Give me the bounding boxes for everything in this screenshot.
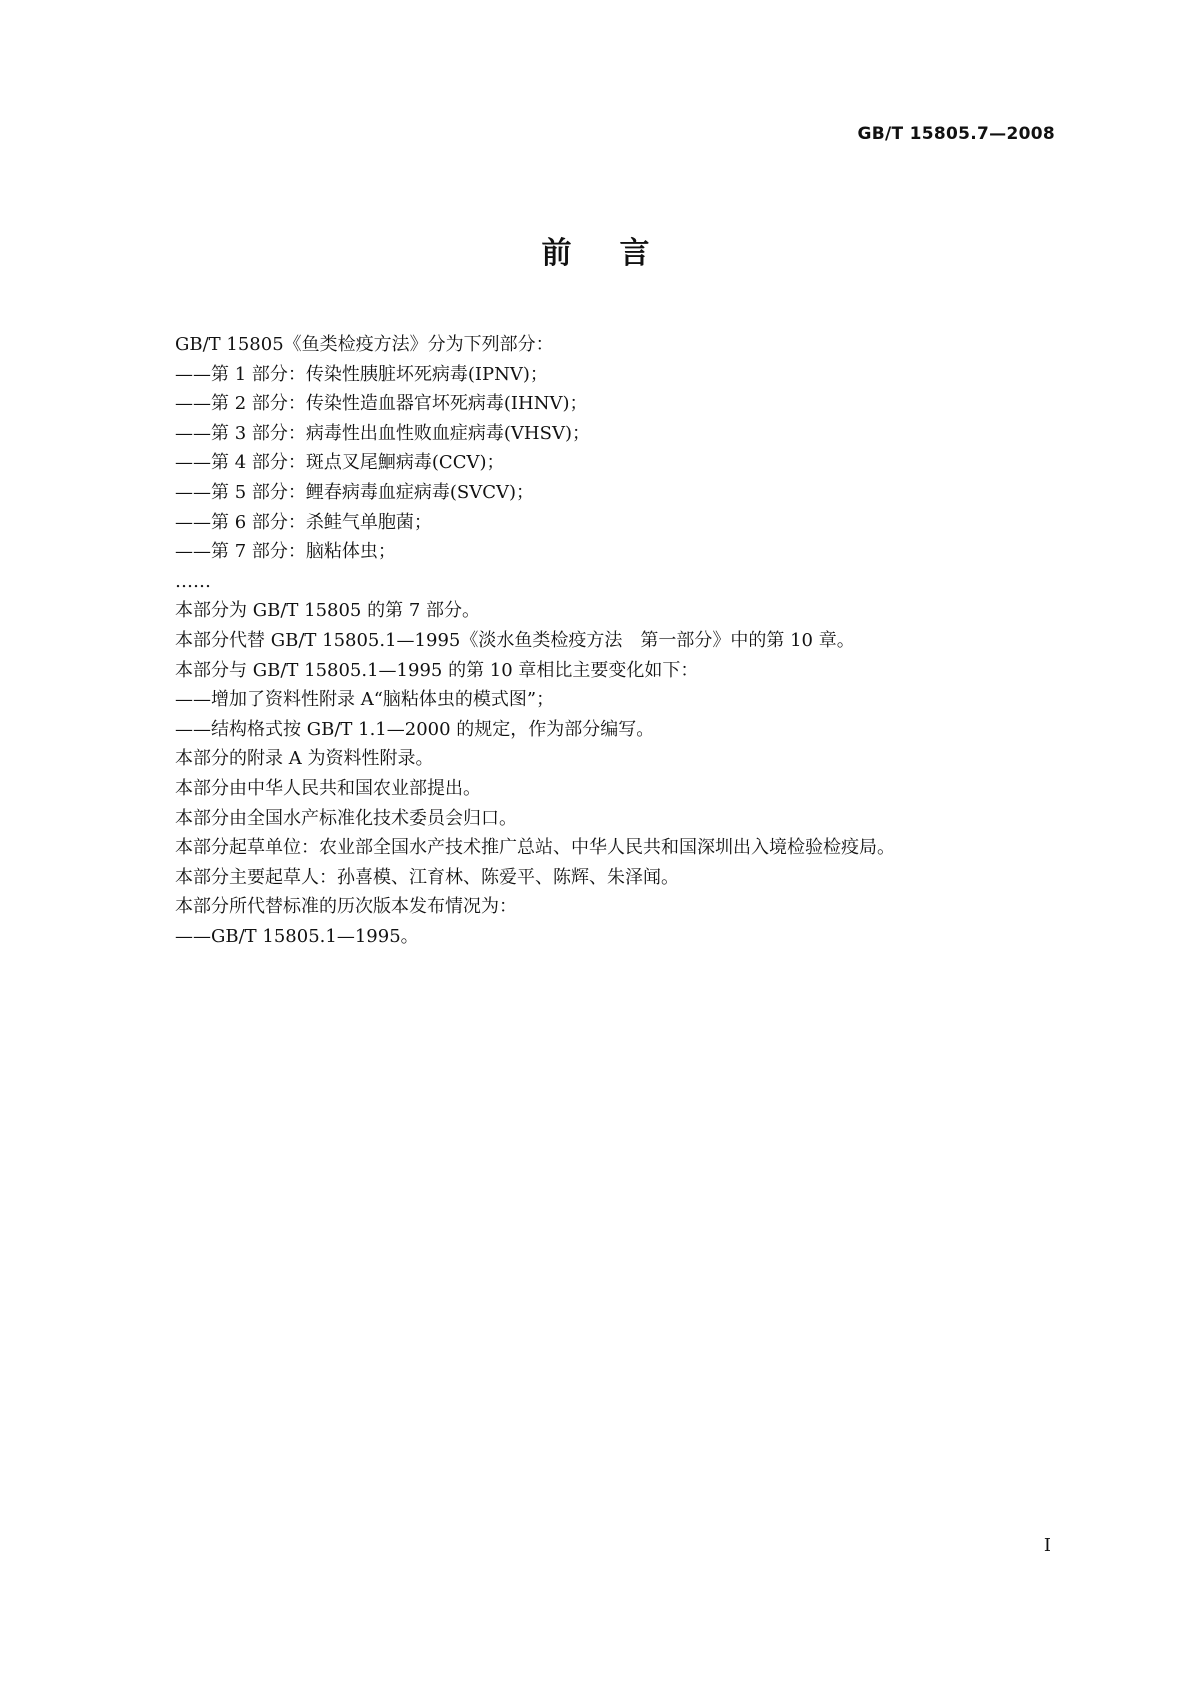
foreword-body xyxy=(175,330,1055,951)
standard-code: GB/T 15805.7—2008 xyxy=(857,124,1055,144)
text-line: ——第 6 部分：杀鲑气单胞菌； xyxy=(175,511,432,533)
text-line: ——增加了资料性附录 A“脑粘体虫的模式图”； xyxy=(175,689,555,711)
text-line: ——第 5 部分：鲤春病毒血症病毒(SVCV)； xyxy=(175,481,535,503)
text-line: ——结构格式按 GB/T 1.1—2000 的规定，作为部分编写。 xyxy=(175,718,655,740)
text-line: GB/T 15805《鱼类检疫方法》分为下列部分： xyxy=(175,334,554,355)
text-line: 本部分所代替标准的历次版本发布情况为： xyxy=(175,896,517,918)
text-line: 本部分代替 GB/T 15805.1—1995《淡水鱼类检疫方法 第一部分》中的第 10 章。 xyxy=(175,629,855,651)
text-line: 本部分起草单位：农业部全国水产技术推广总站、中华人民共和国深圳出入境检验检疫局。 xyxy=(175,837,895,859)
page-number: I xyxy=(1043,1535,1051,1556)
text-line: ——第 2 部分：传染性造血器官坏死病毒(IHNV)； xyxy=(175,393,588,415)
text-line: ——第 3 部分：病毒性出血性败血症病毒(VHSV)； xyxy=(175,422,590,444)
text-line: 本部分与 GB/T 15805.1—1995 的第 10 章相比主要变化如下： xyxy=(175,659,699,681)
text-line: 本部分主要起草人：孙喜模、江育林、陈爱平、陈辉、朱泽闻。 xyxy=(175,866,679,888)
text-line: 本部分的附录 A 为资料性附录。 xyxy=(175,748,434,770)
text-line: 本部分由中华人民共和国农业部提出。 xyxy=(175,777,481,799)
text-line: …… xyxy=(175,570,211,592)
text-line: 本部分为 GB/T 15805 的第 7 部分。 xyxy=(175,600,480,622)
text-line: 本部分由全国水产标准化技术委员会归口。 xyxy=(175,807,517,829)
text-line: ——第 7 部分：脑粘体虫； xyxy=(175,541,396,563)
page-title: 前言 xyxy=(541,236,698,271)
text-line: ——第 1 部分：传染性胰脏坏死病毒(IPNV)； xyxy=(175,363,548,385)
text-line: ——第 4 部分：斑点叉尾鮰病毒(CCV)； xyxy=(175,452,505,474)
text-line: ——GB/T 15805.1—1995。 xyxy=(175,925,419,947)
